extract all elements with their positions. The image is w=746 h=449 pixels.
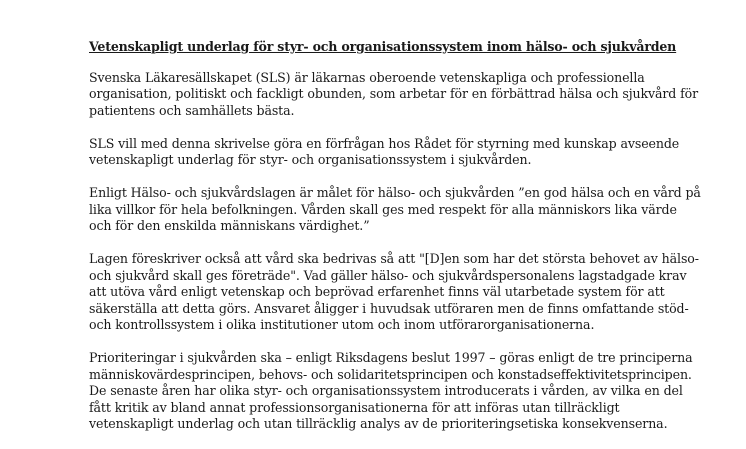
paragraph-line: vetenskapligt underlag och utan tillräcklig analys av de prioriteringsetiska konsekvenserna. [89, 416, 668, 431]
paragraph-line: organisation, politiskt och fackligt obunden, som arbetar för en förbättrad hälsa och sjukvård för [89, 86, 698, 101]
paragraph-line: och kontrollssystem i olika institutioner utom och inom utförarorganisationerna. [89, 317, 595, 332]
paragraph-line: lika villkor för hela befolkningen. Vården skall ges med respekt för alla människors lika värde [89, 201, 677, 217]
paragraph-line: människovärdesprincipen, behovs- och solidaritetsprincipen och konstadseffektivitetsprincipen. [89, 366, 692, 382]
paragraph-request [89, 135, 680, 169]
paragraph-line: patientens och samhällets bästa. [89, 102, 295, 118]
paragraph-line: Lagen föreskriver också att vård ska bedrivas så att "[D]en som har det största behovet av hälso- [89, 251, 699, 266]
paragraph-sls-intro [89, 69, 698, 120]
paragraph-prioritization [89, 350, 693, 433]
paragraph-line: Enligt Hälso- och sjukvårdslagen är målet för hälso- och sjukvården ”en god hälsa och en vård på [89, 185, 701, 200]
document-page [89, 39, 701, 449]
paragraph-line: säkerställa att detta görs. Ansvaret åligger i huvudsak utföraren men de finns omfattande stöd- [89, 300, 689, 316]
paragraph-line: och för den enskilda människans värdighet.” [89, 218, 370, 233]
paragraph-line: att utöva vård enligt vetenskap och beprövad erfarenhet finns väl utarbetade system för att [89, 284, 665, 299]
paragraph-line: fått kritik av bland annat professionsorganisationerna för att införas utan tillräckligt [89, 399, 620, 415]
paragraph-law-requirements [89, 251, 699, 334]
document-title: Vetenskapligt underlag för styr- och organisationssystem inom hälso- och sjukvården [89, 39, 677, 54]
paragraph-line: De senaste åren har olika styr- och organisationssystem introducerats i vården, av vilka en del [89, 383, 683, 398]
paragraph-line: Prioriteringar i sjukvården ska – enligt Riksdagens beslut 1997 – göras enligt de tre principerna [89, 350, 693, 365]
paragraph-line: Svenska Läkaresällskapet (SLS) är läkarnas oberoende vetenskapliga och professionella [89, 69, 645, 85]
paragraph-line: SLS vill med denna skrivelse göra en förfrågan hos Rådet för styrning med kunskap avseende [89, 135, 680, 151]
paragraph-line: och sjukvård skall ges företräde". Vad gäller hälso- och sjukvårdspersonalens lagstadgade krav [89, 267, 687, 283]
paragraph-line: vetenskapligt underlag för styr- och organisationssystem i sjukvården. [89, 152, 532, 167]
paragraph-law-goal [89, 185, 701, 235]
